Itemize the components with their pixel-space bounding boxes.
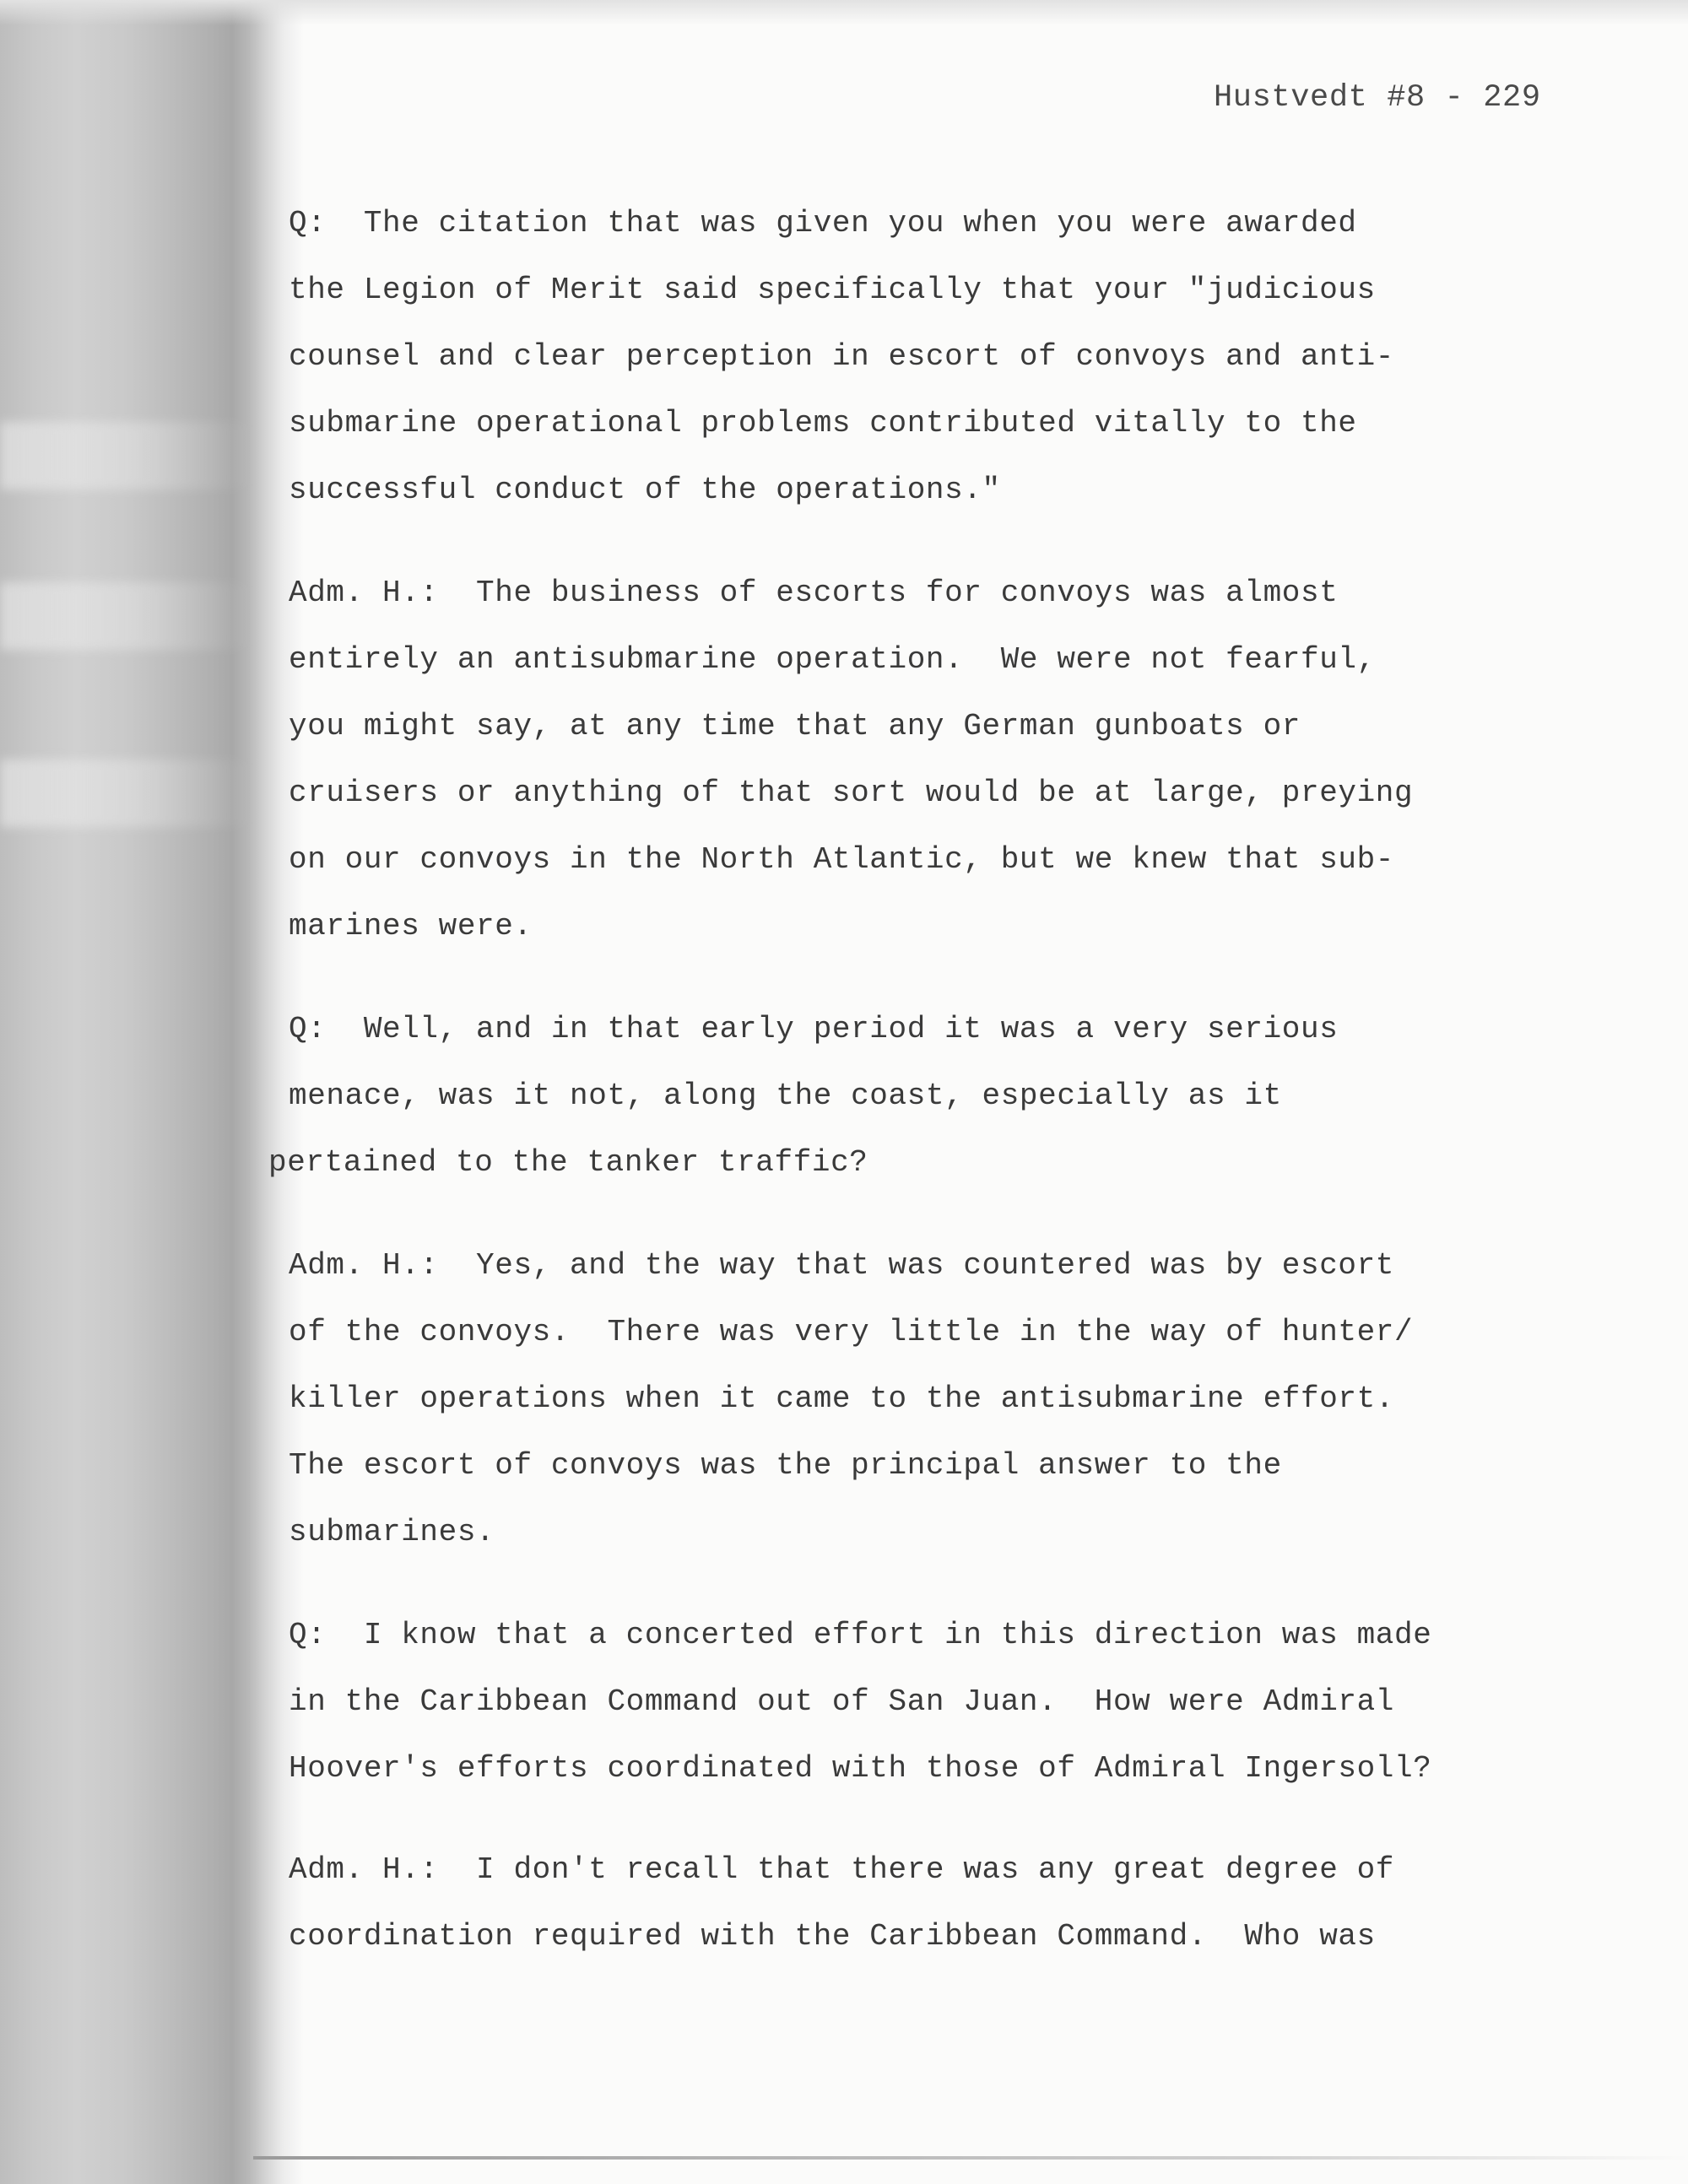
page-header: Hustvedt #8 - 229 (1214, 80, 1541, 116)
scan-streak (0, 760, 253, 827)
text-line: submarines. (289, 1515, 495, 1549)
text-line: pertained to the tanker traffic? (268, 1145, 868, 1180)
text-line: marines were. (289, 909, 533, 943)
scan-binding-shadow (0, 0, 304, 2184)
text-line: on our convoys in the North Atlantic, but we knew that sub- (289, 842, 1395, 877)
text-line: Q: The citation that was given you when you were awarded (289, 206, 1357, 241)
text-line: the Legion of Merit said specifically that your "judicious (289, 273, 1376, 307)
text-line: in the Caribbean Command out of San Juan. How were Admiral (289, 1684, 1395, 1719)
text-line: killer operations when it came to the antisubmarine effort. (289, 1381, 1395, 1416)
text-line: Adm. H.: The business of escorts for convoys was almost (289, 576, 1339, 610)
text-line: Hoover's efforts coordinated with those of Admiral Ingersoll? (289, 1751, 1432, 1786)
scan-top-edge (0, 0, 1688, 25)
scan-streak (0, 582, 253, 650)
text-line: of the convoys. There was very little in the way of hunter/ (289, 1315, 1414, 1349)
scan-streak (0, 422, 253, 489)
text-line: you might say, at any time that any German gunboats or (289, 709, 1301, 743)
text-line: The escort of convoys was the principal answer to the (289, 1448, 1282, 1483)
text-line: submarine operational problems contributed vitally to the (289, 406, 1357, 441)
text-line: entirely an antisubmarine operation. We were not fearful, (289, 642, 1376, 677)
text-line: menace, was it not, along the coast, especially as it (289, 1078, 1282, 1113)
text-line: counsel and clear perception in escort of convoys and anti- (289, 339, 1395, 374)
text-line: cruisers or anything of that sort would be at large, preying (289, 776, 1414, 810)
scan-bottom-edge (253, 2156, 1688, 2160)
text-line: Q: Well, and in that early period it was a very serious (289, 1012, 1339, 1046)
text-line: Adm. H.: Yes, and the way that was countered was by escort (289, 1248, 1395, 1283)
text-line: Adm. H.: I don't recall that there was any great degree of (289, 1852, 1395, 1887)
text-line: coordination required with the Caribbean Command. Who was (289, 1919, 1376, 1954)
text-line: successful conduct of the operations." (289, 473, 1001, 507)
text-line: Q: I know that a concerted effort in this direction was made (289, 1618, 1432, 1652)
